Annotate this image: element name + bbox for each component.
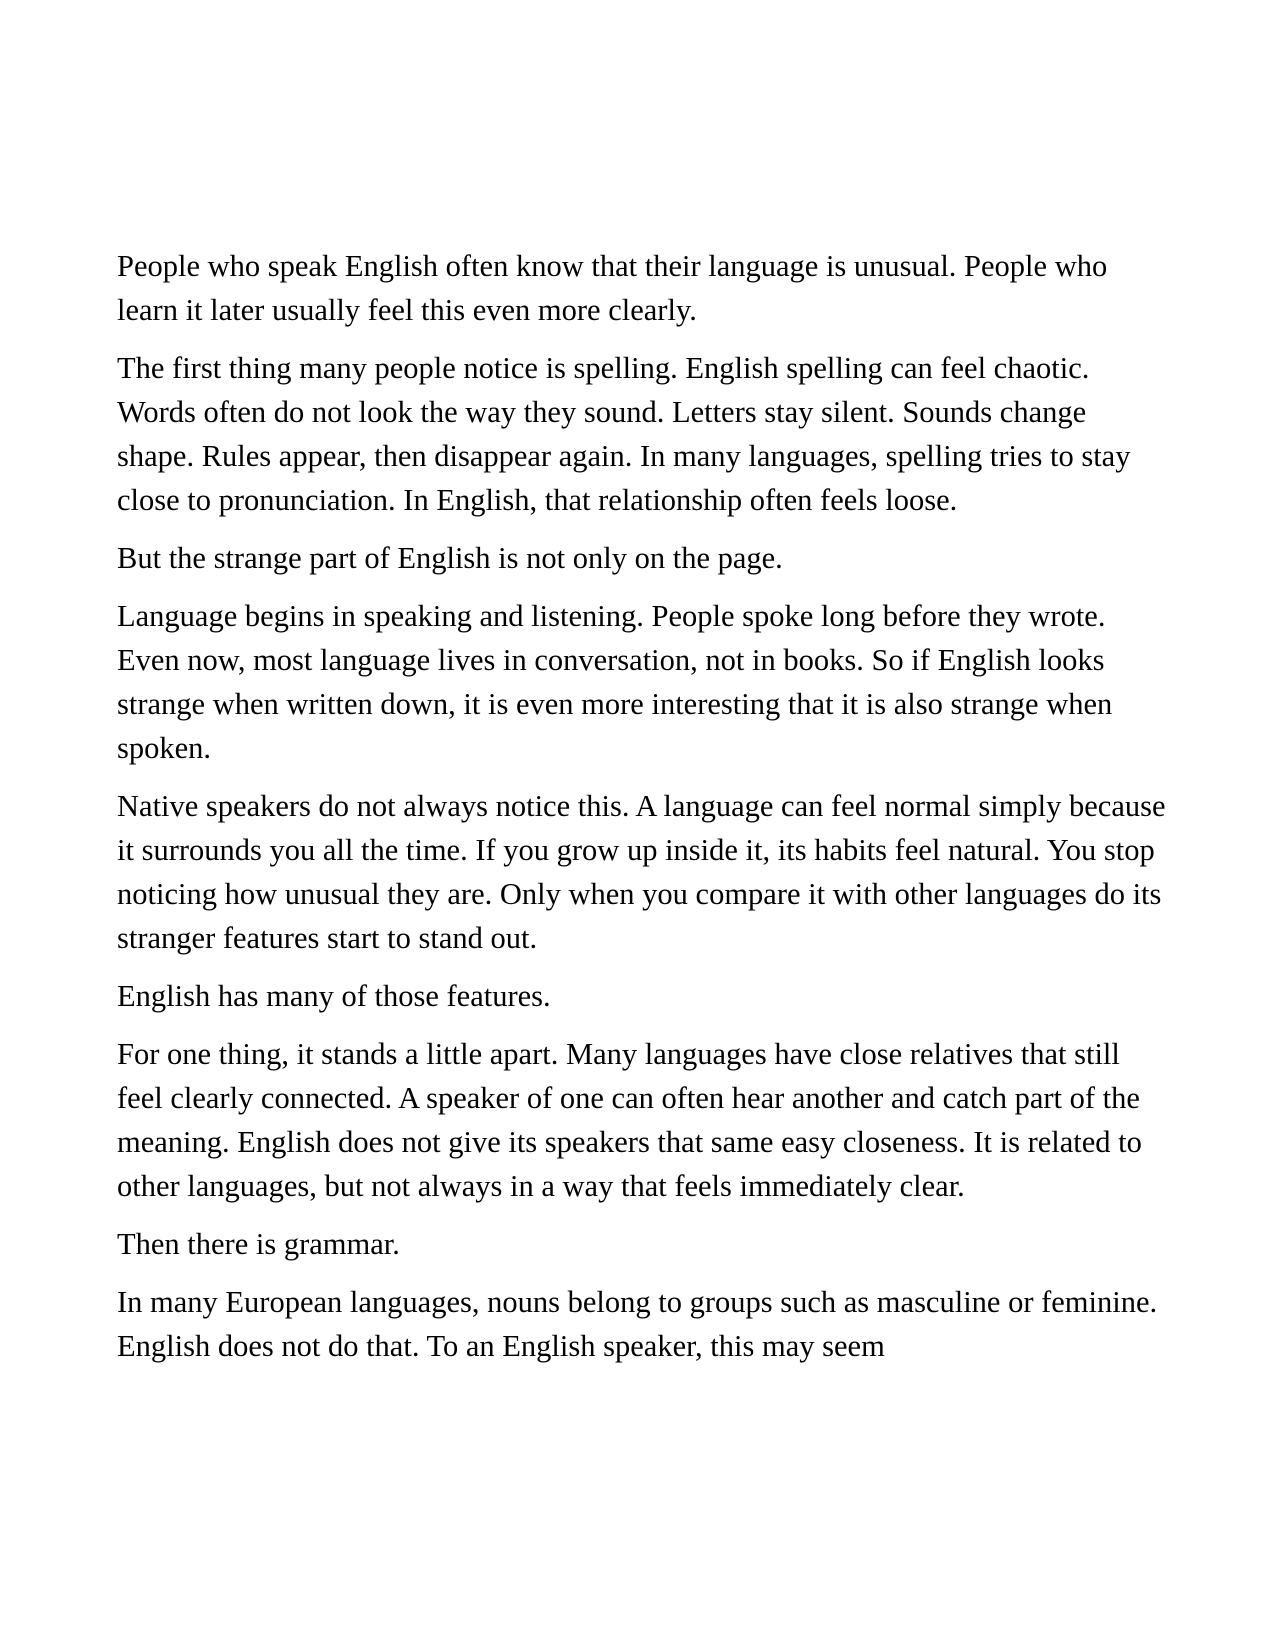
paragraph-8: Then there is grammar. [117, 1227, 400, 1261]
paragraph-1: People who speak English often know that their language is unusual. People who learn it later usually feel this even more clearly. [117, 249, 1108, 327]
paragraph-2: The first thing many people notice is spelling. English spelling can feel chaotic. Words often do not look the way they sound. Letters stay silent. Sounds change shape. Rules appear, then disappear again. In many languages, spelling tries to stay close to pronunciation. In English, that relationship often feels loose. [117, 351, 1131, 517]
paragraph-3: But the strange part of English is not only on the page. [117, 541, 783, 575]
paragraph-6: English has many of those features. [117, 979, 551, 1013]
document-body [117, 244, 1167, 1382]
paragraph-9: In many European languages, nouns belong to groups such as masculine or feminine. English does not do that. To an English speaker, this may seem [117, 1285, 1158, 1363]
paragraph-5: Native speakers do not always notice this. A language can feel normal simply because it surrounds you all the time. If you grow up inside it, its habits feel natural. You stop noticing how unusual they are. Only when you compare it with other languages do its stranger features start to stand out. [117, 789, 1166, 955]
paragraph-7: For one thing, it stands a little apart. Many languages have close relatives that still feel clearly connected. A speaker of one can often hear another and catch part of the meaning. English does not give its speakers that same easy closeness. It is related to other languages, but not always in a way that feels immediately clear. [117, 1037, 1142, 1203]
paragraph-4: Language begins in speaking and listening. People spoke long before they wrote. Even now, most language lives in conversation, not in books. So if English looks strange when written down, it is even more interesting that it is also strange when spoken. [117, 599, 1113, 765]
